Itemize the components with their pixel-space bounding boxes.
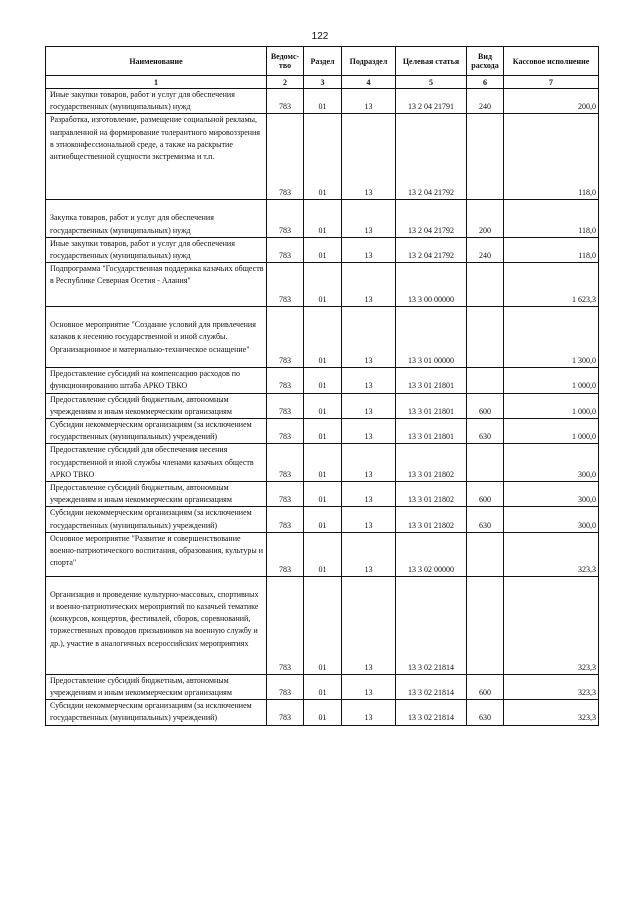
row-cs: 13 3 00 00000 [396, 263, 467, 307]
row-amount: 118,0 [504, 237, 599, 262]
table-row [46, 507, 599, 532]
colnum-7: 7 [504, 76, 599, 89]
row-ved: 783 [267, 368, 304, 393]
row-cs: 13 3 01 21801 [396, 393, 467, 418]
row-cs: 13 3 02 21814 [396, 576, 467, 674]
row-ved: 783 [267, 482, 304, 507]
header-podrazdel: Подраздел [342, 47, 396, 76]
row-name: Предоставление субсидий на компенсацию расходов по функционированию штаба АРКО ТВКО [46, 368, 267, 393]
table-row [46, 307, 599, 368]
colnum-6: 6 [467, 76, 504, 89]
row-cs: 13 2 04 21792 [396, 114, 467, 200]
header-razdel: Раздел [304, 47, 342, 76]
row-ved: 783 [267, 700, 304, 725]
table-row [46, 89, 599, 114]
row-ved: 783 [267, 576, 304, 674]
row-cs: 13 3 01 21802 [396, 444, 467, 482]
row-amount: 1 000,0 [504, 368, 599, 393]
row-podrazdel: 13 [342, 263, 396, 307]
row-amount: 1 000,0 [504, 419, 599, 444]
table-row [46, 393, 599, 418]
row-cs: 13 2 04 21791 [396, 89, 467, 114]
row-ved: 783 [267, 419, 304, 444]
row-podrazdel: 13 [342, 532, 396, 576]
header-vr: Вид расхода [467, 47, 504, 76]
row-name: Основное мероприятие "Развитие и совершенствование военно-патриотического воспитания, образования, культуры и спорта" [46, 532, 267, 576]
row-ved: 783 [267, 674, 304, 699]
row-cs: 13 3 01 21801 [396, 368, 467, 393]
row-name: Основное мероприятие "Создание условий для привлечения казаков к несению государственной и иной службы. Организационное и материально-техническое оснащение" [46, 307, 267, 368]
row-razdel: 01 [304, 368, 342, 393]
table-row [46, 419, 599, 444]
row-name: Разработка, изготовление, размещение социальной рекламы, направленной на формирование толерантного мировоззрения в этноконфессиональной среде, а также на раскрытие антиобщественной сущности экстремизма и т.п. [46, 114, 267, 200]
row-podrazdel: 13 [342, 307, 396, 368]
row-vr: 240 [467, 89, 504, 114]
row-podrazdel: 13 [342, 89, 396, 114]
table-row [46, 368, 599, 393]
row-vr: 600 [467, 674, 504, 699]
budget-table [45, 46, 599, 726]
row-name: Иные закупки товаров, работ и услуг для обеспечения государственных (муниципальных) нужд [46, 237, 267, 262]
row-razdel: 01 [304, 89, 342, 114]
row-vr: 240 [467, 237, 504, 262]
row-vr: 600 [467, 393, 504, 418]
row-cs: 13 3 01 21802 [396, 482, 467, 507]
row-name: Субсидии некоммерческим организациям (за исключением государственных (муниципальных) учреждений) [46, 700, 267, 725]
row-vr [467, 263, 504, 307]
row-razdel: 01 [304, 700, 342, 725]
colnum-1: 1 [46, 76, 267, 89]
row-vr [467, 444, 504, 482]
row-ved: 783 [267, 393, 304, 418]
row-razdel: 01 [304, 114, 342, 200]
table-row [46, 576, 599, 674]
row-amount: 1 623,3 [504, 263, 599, 307]
row-razdel: 01 [304, 674, 342, 699]
row-podrazdel: 13 [342, 237, 396, 262]
row-podrazdel: 13 [342, 114, 396, 200]
colnum-3: 3 [304, 76, 342, 89]
table-row [46, 263, 599, 307]
row-razdel: 01 [304, 393, 342, 418]
row-razdel: 01 [304, 237, 342, 262]
row-vr: 630 [467, 507, 504, 532]
row-amount: 323,3 [504, 576, 599, 674]
row-podrazdel: 13 [342, 200, 396, 237]
row-ved: 783 [267, 307, 304, 368]
row-name: Предоставление субсидий для обеспечения несения государственной и иной службы членами казачьих обществ АРКО ТВКО [46, 444, 267, 482]
row-name: Предоставление субсидий бюджетным, автономным учреждениям и иным некоммерческим организациям [46, 674, 267, 699]
row-vr: 200 [467, 200, 504, 237]
row-razdel: 01 [304, 444, 342, 482]
row-ved: 783 [267, 200, 304, 237]
row-ved: 783 [267, 532, 304, 576]
row-amount: 118,0 [504, 114, 599, 200]
header-cs: Целевая статья [396, 47, 467, 76]
table-row [46, 532, 599, 576]
row-razdel: 01 [304, 200, 342, 237]
header-row [46, 47, 599, 76]
row-podrazdel: 13 [342, 419, 396, 444]
row-name: Субсидии некоммерческим организациям (за исключением государственных (муниципальных) учреждений) [46, 507, 267, 532]
row-cs: 13 2 04 21792 [396, 200, 467, 237]
row-amount: 323,3 [504, 700, 599, 725]
row-name: Организация и проведение культурно-массовых, спортивных и военно-патриотических мероприятий по казачьей тематике (конкурсов, концертов, фестивалей, сборов, соревнований, торжественных проводов призывников на военную службу и др.), участие в аналогичных всероссийских мероприятиях [46, 576, 267, 674]
row-ved: 783 [267, 114, 304, 200]
row-podrazdel: 13 [342, 700, 396, 725]
row-podrazdel: 13 [342, 576, 396, 674]
row-razdel: 01 [304, 419, 342, 444]
row-razdel: 01 [304, 532, 342, 576]
row-razdel: 01 [304, 307, 342, 368]
row-amount: 1 300,0 [504, 307, 599, 368]
row-name: Закупка товаров, работ и услуг для обеспечения государственных (муниципальных) нужд [46, 200, 267, 237]
row-podrazdel: 13 [342, 482, 396, 507]
row-amount: 323,3 [504, 674, 599, 699]
row-amount: 300,0 [504, 444, 599, 482]
row-cs: 13 3 02 21814 [396, 700, 467, 725]
header-name: Наименование [46, 47, 267, 76]
row-name: Подпрограмма "Государственная поддержка казачьих обществ в Республике Северная Осетия - Алания" [46, 263, 267, 307]
row-ved: 783 [267, 237, 304, 262]
row-podrazdel: 13 [342, 674, 396, 699]
row-amount: 118,0 [504, 200, 599, 237]
table-row [46, 700, 599, 725]
row-vr [467, 114, 504, 200]
row-ved: 783 [267, 507, 304, 532]
row-ved: 783 [267, 444, 304, 482]
header-amount: Кассовое исполнение [504, 47, 599, 76]
row-vr [467, 576, 504, 674]
row-razdel: 01 [304, 263, 342, 307]
row-amount: 300,0 [504, 507, 599, 532]
row-razdel: 01 [304, 576, 342, 674]
table-row [46, 237, 599, 262]
row-name: Предоставление субсидий бюджетным, автономным учреждениям и иным некоммерческим организациям [46, 482, 267, 507]
row-vr [467, 532, 504, 576]
row-amount: 200,0 [504, 89, 599, 114]
row-ved: 783 [267, 263, 304, 307]
table-row [46, 114, 599, 200]
colnum-2: 2 [267, 76, 304, 89]
row-razdel: 01 [304, 482, 342, 507]
row-amount: 323,3 [504, 532, 599, 576]
row-cs: 13 3 01 21801 [396, 419, 467, 444]
table-row [46, 674, 599, 699]
row-cs: 13 3 01 21802 [396, 507, 467, 532]
row-podrazdel: 13 [342, 393, 396, 418]
row-vr [467, 307, 504, 368]
row-podrazdel: 13 [342, 368, 396, 393]
column-numbers-row [46, 76, 599, 89]
table-row [46, 482, 599, 507]
row-cs: 13 3 02 21814 [396, 674, 467, 699]
row-vr: 630 [467, 700, 504, 725]
row-name: Иные закупки товаров, работ и услуг для обеспечения государственных (муниципальных) нужд [46, 89, 267, 114]
colnum-5: 5 [396, 76, 467, 89]
row-ved: 783 [267, 89, 304, 114]
row-cs: 13 2 04 21792 [396, 237, 467, 262]
row-vr: 630 [467, 419, 504, 444]
row-amount: 300,0 [504, 482, 599, 507]
row-razdel: 01 [304, 507, 342, 532]
row-cs: 13 3 02 00000 [396, 532, 467, 576]
header-ved: Ведомс-тво [267, 47, 304, 76]
row-name: Субсидии некоммерческим организациям (за исключением государственных (муниципальных) учреждений) [46, 419, 267, 444]
row-name: Предоставление субсидий бюджетным, автономным учреждениям и иным некоммерческим организациям [46, 393, 267, 418]
row-vr: 600 [467, 482, 504, 507]
row-podrazdel: 13 [342, 444, 396, 482]
table-row [46, 200, 599, 237]
row-podrazdel: 13 [342, 507, 396, 532]
row-vr [467, 368, 504, 393]
page-number: 122 [311, 31, 329, 42]
row-cs: 13 3 01 00000 [396, 307, 467, 368]
table-row [46, 444, 599, 482]
colnum-4: 4 [342, 76, 396, 89]
row-amount: 1 000,0 [504, 393, 599, 418]
